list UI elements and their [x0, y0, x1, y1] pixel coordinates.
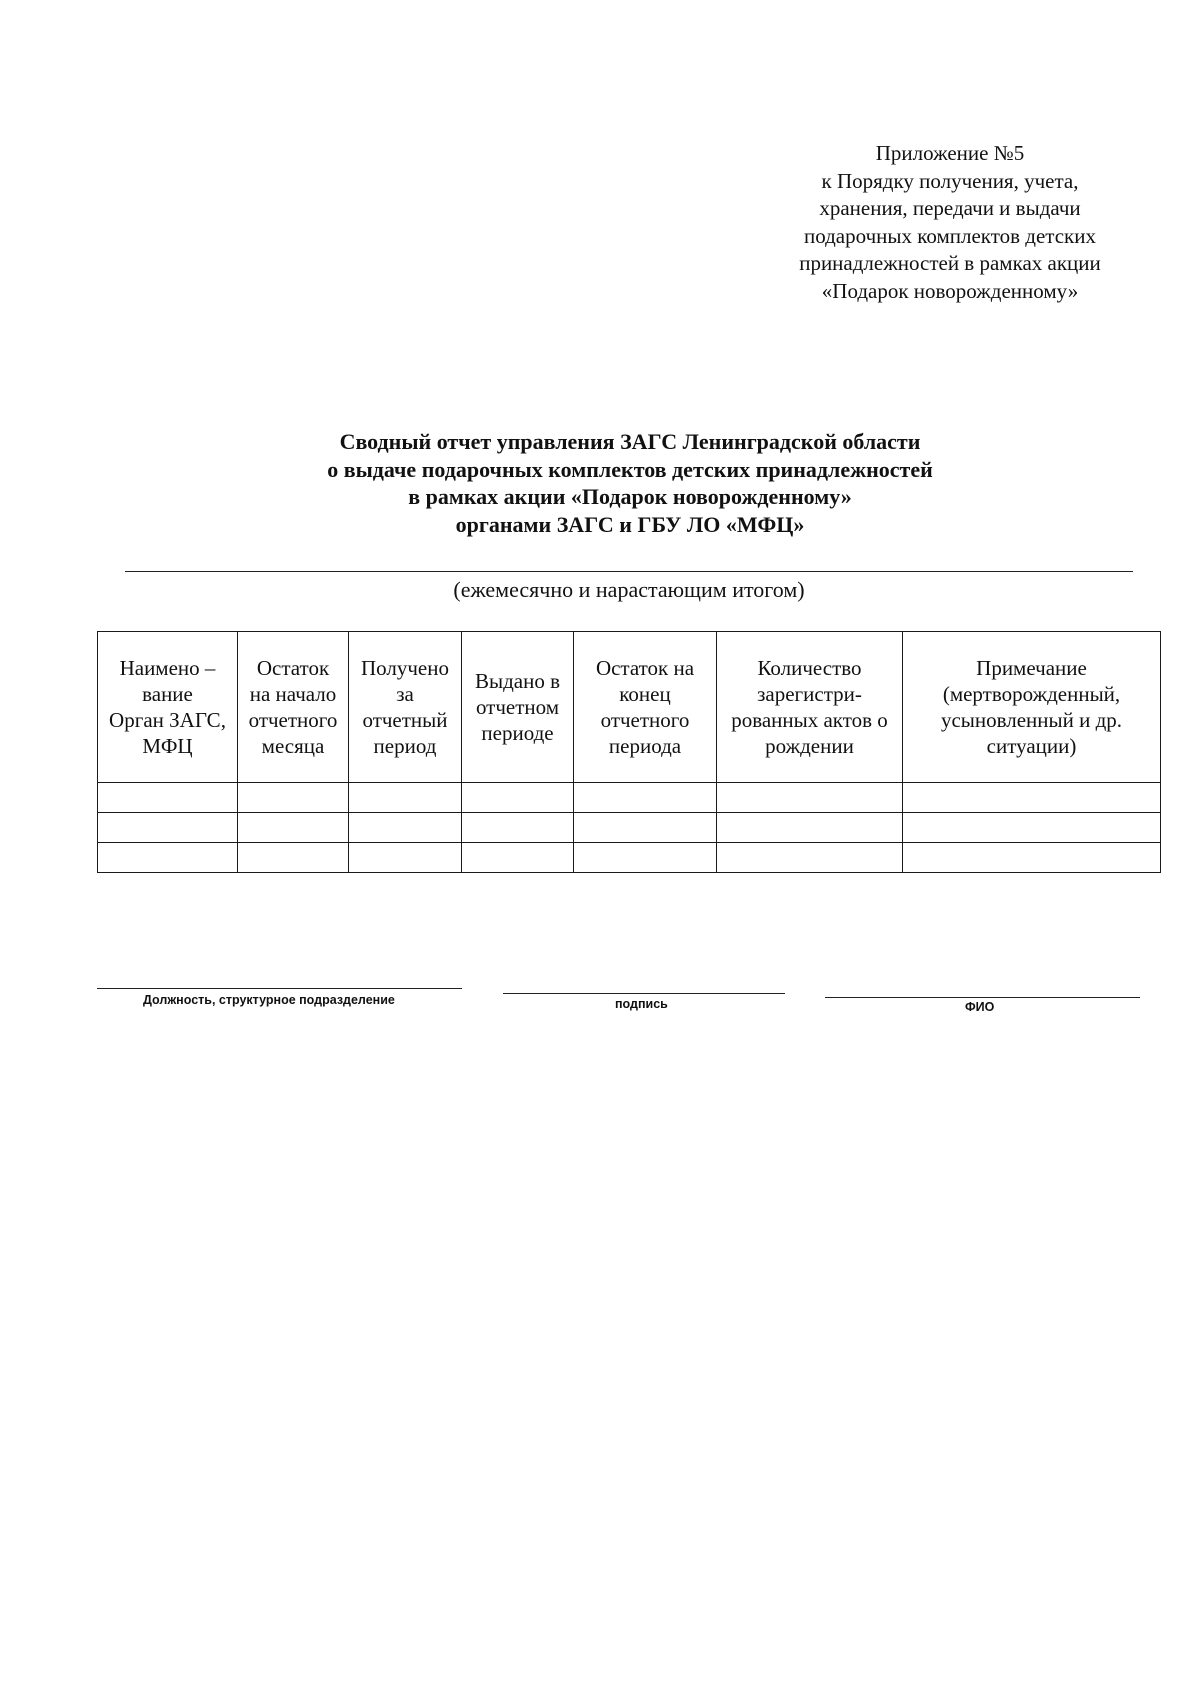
position-signature-line[interactable] — [97, 988, 462, 989]
signature-label: подпись — [615, 997, 668, 1011]
appendix-line: к Порядку получения, учета, — [821, 168, 1079, 193]
table-cell[interactable] — [717, 843, 903, 873]
table-cell[interactable] — [462, 843, 574, 873]
table-cell[interactable] — [349, 783, 462, 813]
report-table — [97, 631, 1161, 873]
table-row — [98, 843, 1161, 873]
header-org-name: Наимено – вание Орган ЗАГС, МФЦ — [98, 632, 238, 783]
table-cell[interactable] — [462, 813, 574, 843]
signature-line[interactable] — [503, 993, 785, 994]
table-cell[interactable] — [574, 813, 717, 843]
header-note: Примечание (мертворожденный, усыновленный и др. ситуации) — [903, 632, 1161, 783]
name-signature-line[interactable] — [825, 997, 1140, 998]
table-row — [98, 783, 1161, 813]
report-title — [200, 428, 1060, 538]
appendix-line: «Подарок новорожденному» — [821, 278, 1079, 303]
appendix-line: подарочных комплектов детских — [803, 223, 1096, 248]
table-cell[interactable] — [238, 813, 349, 843]
table-cell[interactable] — [349, 843, 462, 873]
table-cell[interactable] — [574, 843, 717, 873]
appendix-line: принадлежностей в рамках акции — [799, 251, 1101, 275]
table-cell[interactable] — [903, 813, 1161, 843]
table-header-row — [98, 632, 1161, 783]
table-cell[interactable] — [349, 813, 462, 843]
table-cell[interactable] — [462, 783, 574, 813]
table-cell[interactable] — [574, 783, 717, 813]
table-cell[interactable] — [98, 813, 238, 843]
title-divider — [125, 571, 1133, 572]
table-cell[interactable] — [903, 843, 1161, 873]
table-cell[interactable] — [717, 813, 903, 843]
header-issued: Выдано в отчетном периоде — [462, 632, 574, 783]
report-title-line: Сводный отчет управления ЗАГС Ленинградской области — [339, 429, 921, 454]
appendix-line: хранения, передачи и выдачи — [819, 196, 1081, 220]
header-end-balance: Остаток на конец отчетного периода — [574, 632, 717, 783]
table-cell[interactable] — [98, 843, 238, 873]
table-cell[interactable] — [238, 843, 349, 873]
table-cell[interactable] — [717, 783, 903, 813]
position-label: Должность, структурное подразделение — [143, 993, 395, 1007]
report-title-line: органами ЗАГС и ГБУ ЛО «МФЦ» — [455, 511, 805, 537]
table-cell[interactable] — [903, 783, 1161, 813]
table-cell[interactable] — [238, 783, 349, 813]
header-received: Получено за отчетный период — [349, 632, 462, 783]
report-title-line: в рамках акции «Подарок новорожденному» — [408, 484, 852, 509]
header-start-balance: Остаток на начало отчетного месяца — [238, 632, 349, 783]
appendix-line: Приложение №5 — [875, 141, 1025, 165]
appendix-block — [760, 140, 1140, 305]
table-cell[interactable] — [98, 783, 238, 813]
table-row — [98, 813, 1161, 843]
report-subtitle: (ежемесячно и нарастающим итогом) — [453, 577, 805, 602]
report-title-line: о выдаче подарочных комплектов детских принадлежностей — [327, 456, 933, 482]
header-birth-records: Количество зарегистри- рованных актов о рождении — [717, 632, 903, 783]
name-label: ФИО — [965, 1000, 995, 1014]
